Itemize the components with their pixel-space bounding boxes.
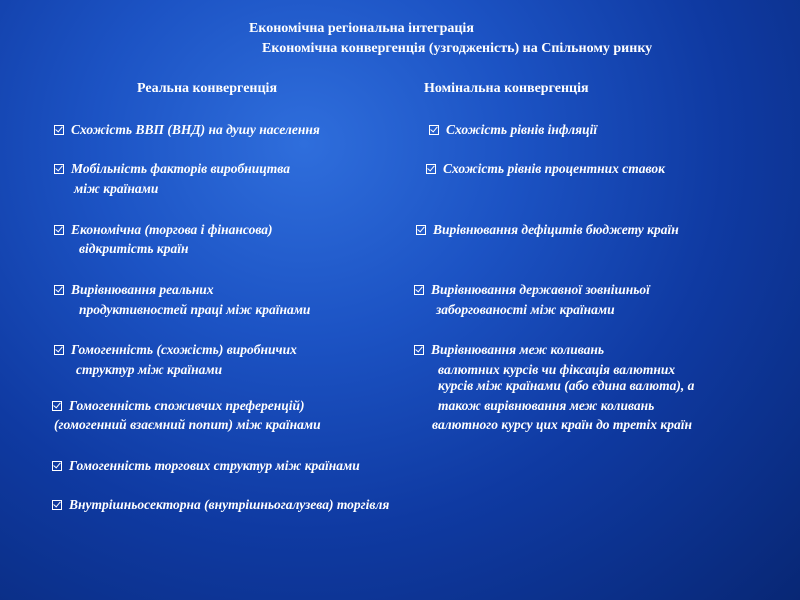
real-item-3 xyxy=(54,221,273,239)
real-item-4-line-1: Вирівнювання реальних xyxy=(71,282,214,297)
checkbox-checked-icon xyxy=(54,225,64,235)
checkbox-checked-icon xyxy=(426,164,436,174)
real-item-1 xyxy=(54,121,320,139)
real-item-4 xyxy=(54,281,214,299)
nominal-item-5-line-1: Вирівнювання меж коливань xyxy=(431,342,605,357)
real-item-3-line-2: відкритість країн xyxy=(79,241,189,256)
real-item-8 xyxy=(52,496,389,514)
nominal-item-2 xyxy=(426,160,665,178)
nominal-item-1-line-1: Схожість рівнів інфляції xyxy=(446,122,598,137)
column-heading-nominal: Номінальна конвергенція xyxy=(424,81,589,96)
checkbox-checked-icon xyxy=(52,401,62,411)
checkbox-checked-icon xyxy=(414,285,424,295)
checkbox-checked-icon xyxy=(54,345,64,355)
slide-title: Економічна регіональна інтеграція xyxy=(249,21,474,36)
real-item-7-line-1: Гомогенність торгових структур між країнами xyxy=(69,458,360,473)
checkbox-checked-icon xyxy=(429,125,439,135)
checkbox-checked-icon xyxy=(54,285,64,295)
checkbox-checked-icon xyxy=(416,225,426,235)
real-item-5 xyxy=(54,341,297,359)
nominal-item-5 xyxy=(414,341,604,359)
nominal-item-2-line-1: Схожість рівнів процентних ставок xyxy=(443,161,665,176)
real-item-1-line-1: Схожість ВВП (ВНД) на душу населення xyxy=(71,122,320,137)
checkbox-checked-icon xyxy=(414,345,424,355)
real-item-5-line-1: Гомогенність (схожість) виробничих xyxy=(71,342,297,357)
nominal-item-5-line-5: валютного курсу цих країн до третіх країн xyxy=(432,417,692,432)
real-item-6 xyxy=(52,397,305,415)
real-item-2-line-2: між країнами xyxy=(74,181,159,196)
real-item-6-line-2: (гомогенний взаємний попит) між країнами xyxy=(54,417,321,432)
real-item-4-line-2: продуктивностей праці між країнами xyxy=(79,302,311,317)
checkbox-checked-icon xyxy=(54,125,64,135)
real-item-7 xyxy=(52,457,360,475)
nominal-item-4 xyxy=(414,281,650,299)
nominal-item-4-line-2: заборгованості між країнами xyxy=(436,302,615,317)
checkbox-checked-icon xyxy=(54,164,64,174)
real-item-6-line-1: Гомогенність споживчих преференцій) xyxy=(69,398,305,413)
nominal-item-3-line-1: Вирівнювання дефіцитів бюджету країн xyxy=(433,222,679,237)
nominal-item-5-line-2: валютних курсів чи фіксація валютних xyxy=(438,362,676,377)
checkbox-checked-icon xyxy=(52,500,62,510)
real-item-2-line-1: Мобільність факторів виробництва xyxy=(71,161,290,176)
real-item-8-line-1: Внутрішньосекторна (внутрішньогалузева) торгівля xyxy=(69,497,390,512)
real-item-2 xyxy=(54,160,290,178)
real-item-5-line-2: структур між країнами xyxy=(76,362,223,377)
nominal-item-4-line-1: Вирівнювання державної зовнішньої xyxy=(431,282,650,297)
column-heading-real: Реальна конвергенція xyxy=(137,81,278,96)
real-item-3-line-1: Економічна (торгова і фінансова) xyxy=(71,222,273,237)
nominal-item-3 xyxy=(416,221,679,239)
slide-subtitle: Економічна конвергенція (узгодженість) на Спільному ринку xyxy=(262,41,653,56)
nominal-item-5-line-3: курсів між країнами (або єдина валюта), а xyxy=(438,378,695,393)
nominal-item-1 xyxy=(429,121,597,139)
nominal-item-5-line-4: також вирівнювання меж коливань xyxy=(438,398,655,413)
checkbox-checked-icon xyxy=(52,461,62,471)
